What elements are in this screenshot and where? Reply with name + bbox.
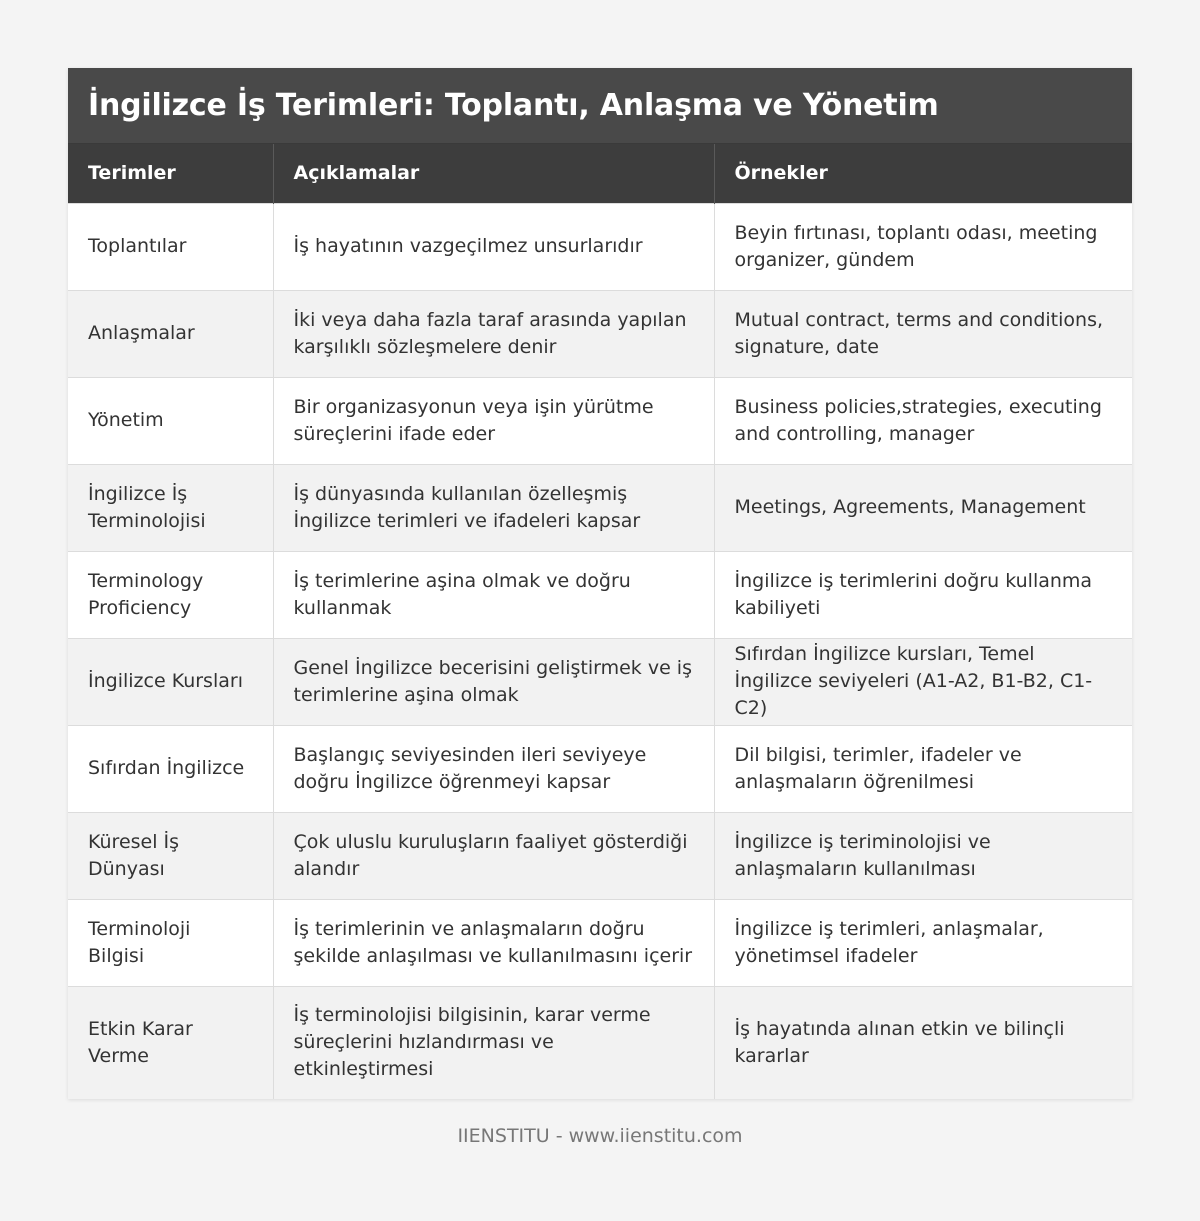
description-cell: İş hayatının vazgeçilmez unsurlarıdır [273, 203, 714, 290]
term-cell: Terminology Proficiency [68, 551, 273, 638]
table-row [68, 725, 1132, 812]
description-cell: Genel İngilizce becerisini geliştirmek ve iş terimlerine aşina olmak [273, 638, 714, 725]
term-cell: İngilizce İş Terminolojisi [68, 464, 273, 551]
example-cell: İngilizce iş terimlerini doğru kullanma kabiliyeti [714, 551, 1132, 638]
footer-credit: IIENSTITU - www.iienstitu.com [457, 1125, 743, 1147]
example-cell: Meetings, Agreements, Management [714, 464, 1132, 551]
column-header-ornekler: Örnekler [734, 162, 828, 185]
table-row [68, 377, 1132, 464]
terms-table [68, 144, 1132, 1099]
table-title-bar [68, 68, 1132, 144]
column-header-terimler: Terimler [68, 144, 273, 203]
term-cell: Anlaşmalar [68, 290, 273, 377]
table-title: İngilizce İş Terimleri: Toplantı, Anlaşma ve Yönetim [88, 88, 939, 123]
term-cell: Etkin Karar Verme [68, 986, 273, 1099]
description-cell: Başlangıç seviyesinden ileri seviyeye doğru İngilizce öğrenmeyi kapsar [273, 725, 714, 812]
example-cell: Mutual contract, terms and conditions, signature, date [714, 290, 1132, 377]
description-cell: İş terminolojisi bilgisinin, karar verme süreçlerini hızlandırması ve etkinleştirmesi [273, 986, 714, 1099]
example-cell: Dil bilgisi, terimler, ifadeler ve anlaşmaların öğrenilmesi [714, 725, 1132, 812]
table-row [68, 812, 1132, 899]
description-cell: Bir organizasyonun veya işin yürütme süreçlerini ifade eder [273, 377, 714, 464]
term-cell: Sıfırdan İngilizce [68, 725, 273, 812]
table-row [68, 551, 1132, 638]
description-cell: İş dünyasında kullanılan özelleşmiş İngilizce terimleri ve ifadeleri kapsar [273, 464, 714, 551]
table-row [68, 986, 1132, 1099]
example-cell: Business policies,strategies, executing and controlling, manager [714, 377, 1132, 464]
description-cell: İki veya daha fazla taraf arasında yapılan karşılıklı sözleşmelere denir [273, 290, 714, 377]
column-header-aciklamalar: Açıklamalar [273, 144, 714, 203]
table-row [68, 203, 1132, 290]
table-row [68, 899, 1132, 986]
example-cell: İngilizce iş teriminolojisi ve anlaşmaların kullanılması [714, 812, 1132, 899]
example-cell: Beyin fırtınası, toplantı odası, meeting organizer, gündem [714, 203, 1132, 290]
term-cell: Toplantılar [68, 203, 273, 290]
description-cell: Çok uluslu kuruluşların faaliyet gösterdiği alandır [273, 812, 714, 899]
term-cell: Küresel İş Dünyası [68, 812, 273, 899]
table-row [68, 464, 1132, 551]
description-cell: İş terimlerinin ve anlaşmaların doğru şekilde anlaşılması ve kullanılmasını içerir [273, 899, 714, 986]
term-cell: Yönetim [68, 377, 273, 464]
example-cell: İş hayatında alınan etkin ve bilinçli kararlar [714, 986, 1132, 1099]
term-cell: Terminoloji Bilgisi [68, 899, 273, 986]
terms-table-card [68, 68, 1132, 1099]
example-cell: Sıfırdan İngilizce kursları, Temel İngilizce seviyeleri (A1-A2, B1-B2, C1-C2) [714, 638, 1132, 725]
table-header-row [68, 144, 1132, 203]
example-cell: İngilizce iş terimleri, anlaşmalar, yönetimsel ifadeler [714, 899, 1132, 986]
table-row [68, 290, 1132, 377]
table-row [68, 638, 1132, 725]
term-cell: İngilizce Kursları [68, 638, 273, 725]
description-cell: İş terimlerine aşina olmak ve doğru kullanmak [273, 551, 714, 638]
